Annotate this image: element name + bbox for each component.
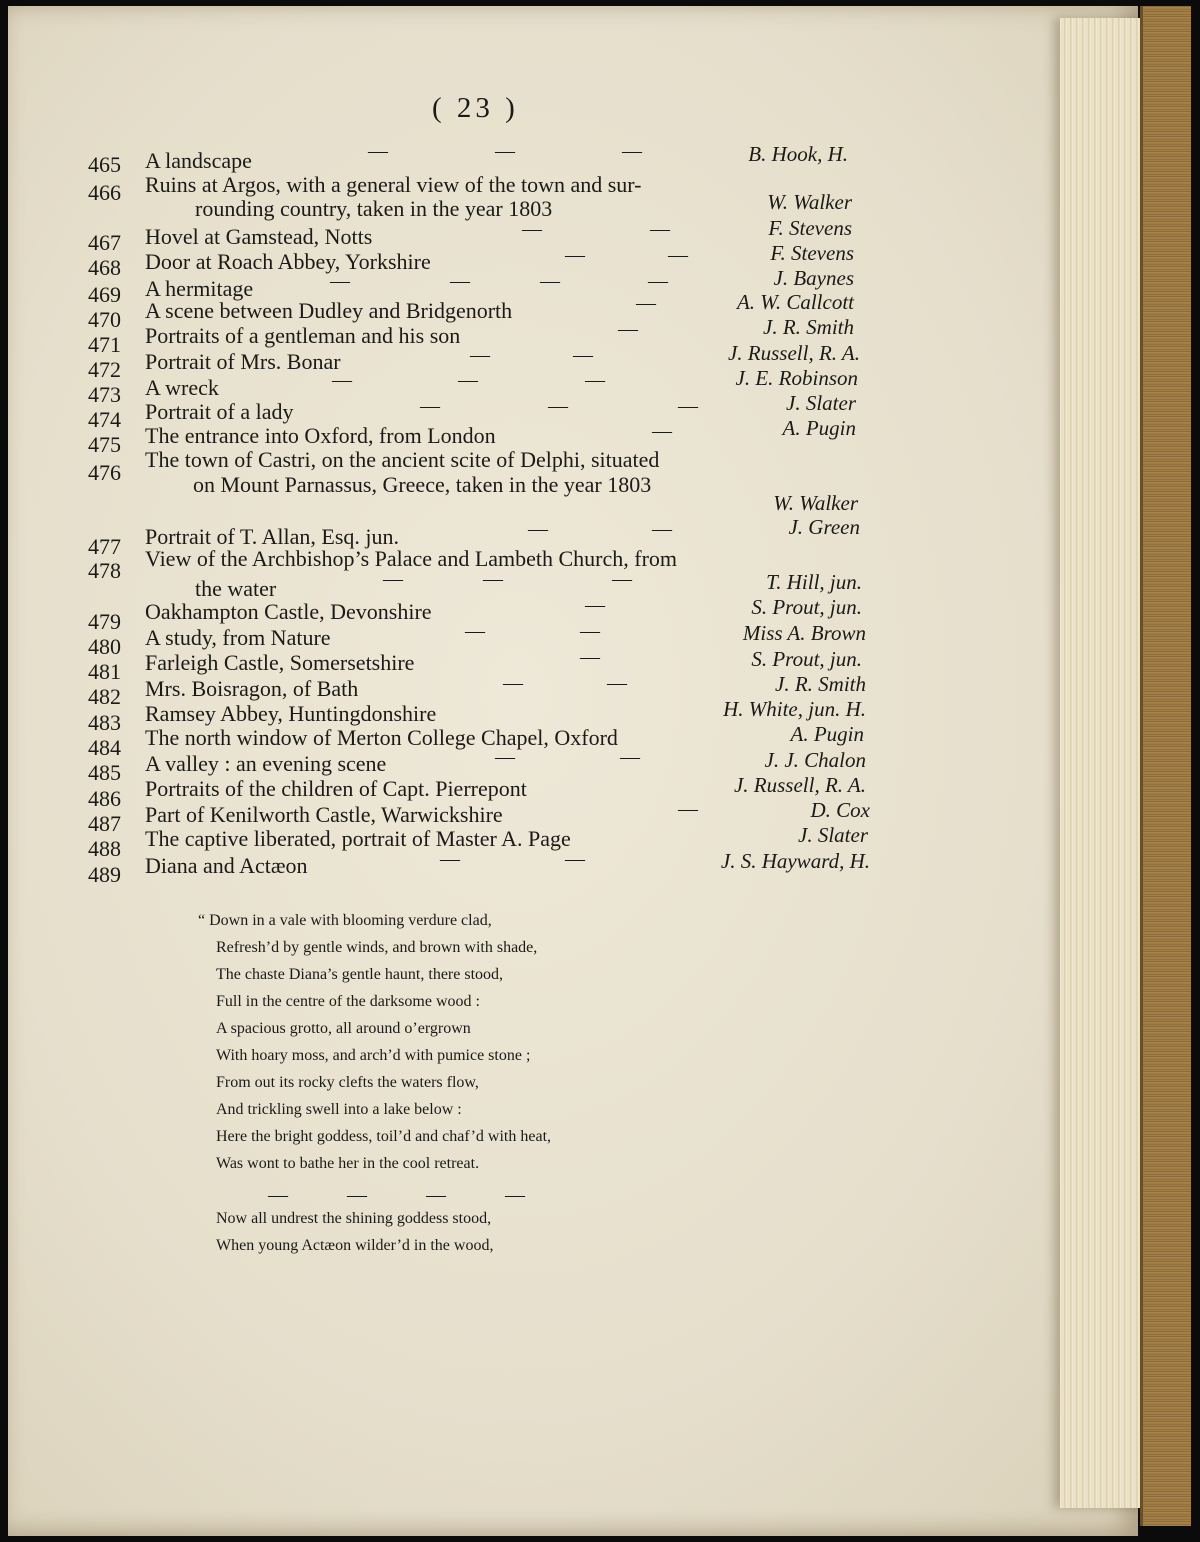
dash: — (450, 270, 470, 292)
entry-artist: T. Hill, jun. (766, 570, 862, 594)
dash: — (522, 218, 542, 240)
dash: — (580, 620, 600, 642)
dash: — (652, 518, 672, 540)
entry-title: View of the Archbishop’s Palace and Lambeth Church, from (145, 546, 678, 571)
entry-title: Farleigh Castle, Somersetshire (145, 650, 415, 675)
entry-artist: J. J. Chalon (764, 748, 866, 772)
entry-title: A study, from Nature (145, 625, 331, 650)
entry-number: 481 (88, 659, 121, 684)
dash: — (465, 620, 485, 642)
poem-line: When young Actæon wilder’d in the wood, (216, 1237, 494, 1254)
entry-artist: J. Russell, R. A. (733, 773, 866, 797)
poem-line: And trickling swell into a lake below : (216, 1101, 462, 1118)
entry-title: A valley : an evening scene (145, 751, 387, 776)
poem-line: “ Down in a vale with blooming verdure clad, (198, 912, 492, 929)
dash: — (585, 369, 605, 391)
dash: — (383, 568, 403, 590)
entry-title: The town of Castri, on the ancient scite of Delphi, situated (145, 447, 660, 472)
poem-line: Full in the centre of the darksome wood : (216, 993, 480, 1010)
dash: — (585, 594, 605, 616)
poem-line: Refresh’d by gentle winds, and brown with shade, (216, 939, 538, 956)
entry-number: 471 (88, 332, 121, 357)
dash: — (495, 746, 515, 768)
dash: — (540, 270, 560, 292)
book-cover-board (1140, 6, 1191, 1526)
entry-title: The entrance into Oxford, from London (145, 423, 496, 448)
poem-line: Was wont to bathe her in the cool retreat. (216, 1155, 480, 1172)
entry-title: Diana and Actæon (145, 853, 308, 878)
entry-number: 474 (88, 407, 121, 432)
dash: — (483, 568, 503, 590)
entry-number: 488 (88, 836, 121, 861)
entry-number: 476 (88, 460, 121, 485)
entry-title: Oakhampton Castle, Devonshire (145, 599, 432, 624)
entry-title: A scene between Dudley and Bridgenorth (145, 298, 513, 323)
entry-number: 486 (88, 786, 121, 811)
entry-artist: B. Hook, H. (748, 142, 848, 166)
poem-line: Now all undrest the shining goddess stood, (216, 1210, 492, 1227)
dash: — (618, 318, 638, 340)
dash: — (636, 292, 656, 314)
entry-title: Portraits of the children of Capt. Pierrepont (145, 776, 527, 801)
dash: — (622, 140, 642, 162)
entry-title: Hovel at Gamstead, Notts (145, 224, 373, 249)
dash: — (652, 420, 672, 442)
entry-title-continued: the water (195, 576, 277, 601)
entry-artist: A. Pugin (790, 722, 864, 746)
entry-title: Part of Kenilworth Castle, Warwickshire (145, 802, 503, 827)
entry-artist: A. Pugin (782, 416, 856, 440)
entry-number: 472 (88, 357, 121, 382)
entry-title: Portrait of T. Allan, Esq. jun. (145, 524, 399, 549)
poem-line: The chaste Diana’s gentle haunt, there stood, (216, 966, 504, 983)
entry-title-continued: on Mount Parnassus, Greece, taken in the year 1803 (193, 472, 652, 497)
entry-title: Ramsey Abbey, Huntingdonshire (145, 701, 437, 726)
dash: — (648, 270, 668, 292)
dash: — (580, 646, 600, 668)
entry-number: 470 (88, 307, 121, 332)
entry-number: 477 (88, 534, 121, 559)
entry-number: 487 (88, 811, 121, 836)
entry-title: The north window of Merton College Chapel, Oxford (145, 725, 618, 750)
entry-artist: J. E. Robinson (735, 366, 858, 390)
entry-artist: J. S. Hayward, H. (720, 849, 870, 873)
entry-artist: A. W. Callcott (736, 290, 854, 314)
entry-title: A landscape (145, 148, 252, 173)
entry-artist: J. Slater (798, 823, 868, 847)
dash: — (607, 672, 627, 694)
dash: — (503, 672, 523, 694)
entry-title-continued: rounding country, taken in the year 1803 (195, 196, 553, 221)
entry-title: The captive liberated, portrait of Master A. Page (145, 826, 571, 851)
entry-number: 475 (88, 432, 121, 457)
poem-line: Here the bright goddess, toil’d and chaf’d with heat, (216, 1128, 552, 1145)
entry-number: 479 (88, 609, 121, 634)
dash: — (420, 395, 440, 417)
entry-number: 489 (88, 862, 121, 887)
poem-line: With hoary moss, and arch’d with pumice stone ; (216, 1047, 531, 1064)
entry-number: 467 (88, 230, 121, 255)
entry-number: 468 (88, 255, 121, 280)
entry-artist: J. Slater (786, 391, 856, 415)
entry-artist: S. Prout, jun. (751, 647, 862, 671)
stanza-dash: — (426, 1184, 446, 1206)
dash: — (548, 395, 568, 417)
entry-artist: D. Cox (810, 798, 870, 822)
dash: — (650, 218, 670, 240)
dash: — (565, 848, 585, 870)
entry-number: 466 (88, 180, 121, 205)
entry-title: A hermitage (145, 276, 254, 301)
entry-title: A wreck (145, 375, 219, 400)
stanza-dash: — (505, 1184, 525, 1206)
entry-artist: W. Walker (767, 190, 852, 214)
entry-number: 485 (88, 760, 121, 785)
dash: — (612, 568, 632, 590)
dash: — (620, 746, 640, 768)
stanza-dash: — (347, 1184, 367, 1206)
dash: — (565, 244, 585, 266)
entry-artist: J. Russell, R. A. (727, 341, 860, 365)
dash: — (330, 270, 350, 292)
stanza-dash: — (268, 1184, 288, 1206)
dash: — (668, 244, 688, 266)
dash: — (458, 369, 478, 391)
poem-line: From out its rocky clefts the waters flow, (216, 1074, 479, 1091)
entry-title: Portraits of a gentleman and his son (145, 323, 461, 348)
page-number: ( 23 ) (432, 92, 519, 124)
entry-artist: Miss A. Brown (742, 621, 866, 645)
dash: — (495, 140, 515, 162)
entry-number: 478 (88, 558, 121, 583)
entry-artist: F. Stevens (770, 241, 854, 265)
entry-artist: J. R. Smith (763, 315, 854, 339)
entry-title: Portrait of a lady (145, 399, 294, 424)
dash: — (368, 140, 388, 162)
dash: — (573, 344, 593, 366)
entry-artist: H. White, jun. H. (723, 697, 866, 721)
entry-artist: J. R. Smith (775, 672, 866, 696)
entry-artist: J. Green (788, 515, 860, 539)
entry-title: Mrs. Boisragon, of Bath (145, 676, 359, 701)
entry-title: Door at Roach Abbey, Yorkshire (145, 249, 431, 274)
entry-title: Portrait of Mrs. Bonar (145, 349, 341, 374)
dash: — (332, 369, 352, 391)
entry-number: 480 (88, 634, 121, 659)
entry-artist: F. Stevens (768, 216, 852, 240)
dash: — (528, 518, 548, 540)
entry-artist: S. Prout, jun. (751, 595, 862, 619)
entry-number: 483 (88, 710, 121, 735)
entry-number: 473 (88, 382, 121, 407)
entry-number: 482 (88, 684, 121, 709)
poem-line: A spacious grotto, all around o’ergrown (216, 1020, 471, 1037)
entry-artist: W. Walker (773, 491, 858, 515)
dash: — (470, 344, 490, 366)
dash: — (678, 395, 698, 417)
entry-number: 484 (88, 735, 121, 760)
entry-title: Ruins at Argos, with a general view of the town and sur- (145, 172, 642, 197)
entry-number: 469 (88, 282, 121, 307)
dash: — (440, 848, 460, 870)
dash: — (678, 798, 698, 820)
entry-number: 465 (88, 152, 121, 177)
entry-artist: J. Baynes (773, 266, 854, 290)
